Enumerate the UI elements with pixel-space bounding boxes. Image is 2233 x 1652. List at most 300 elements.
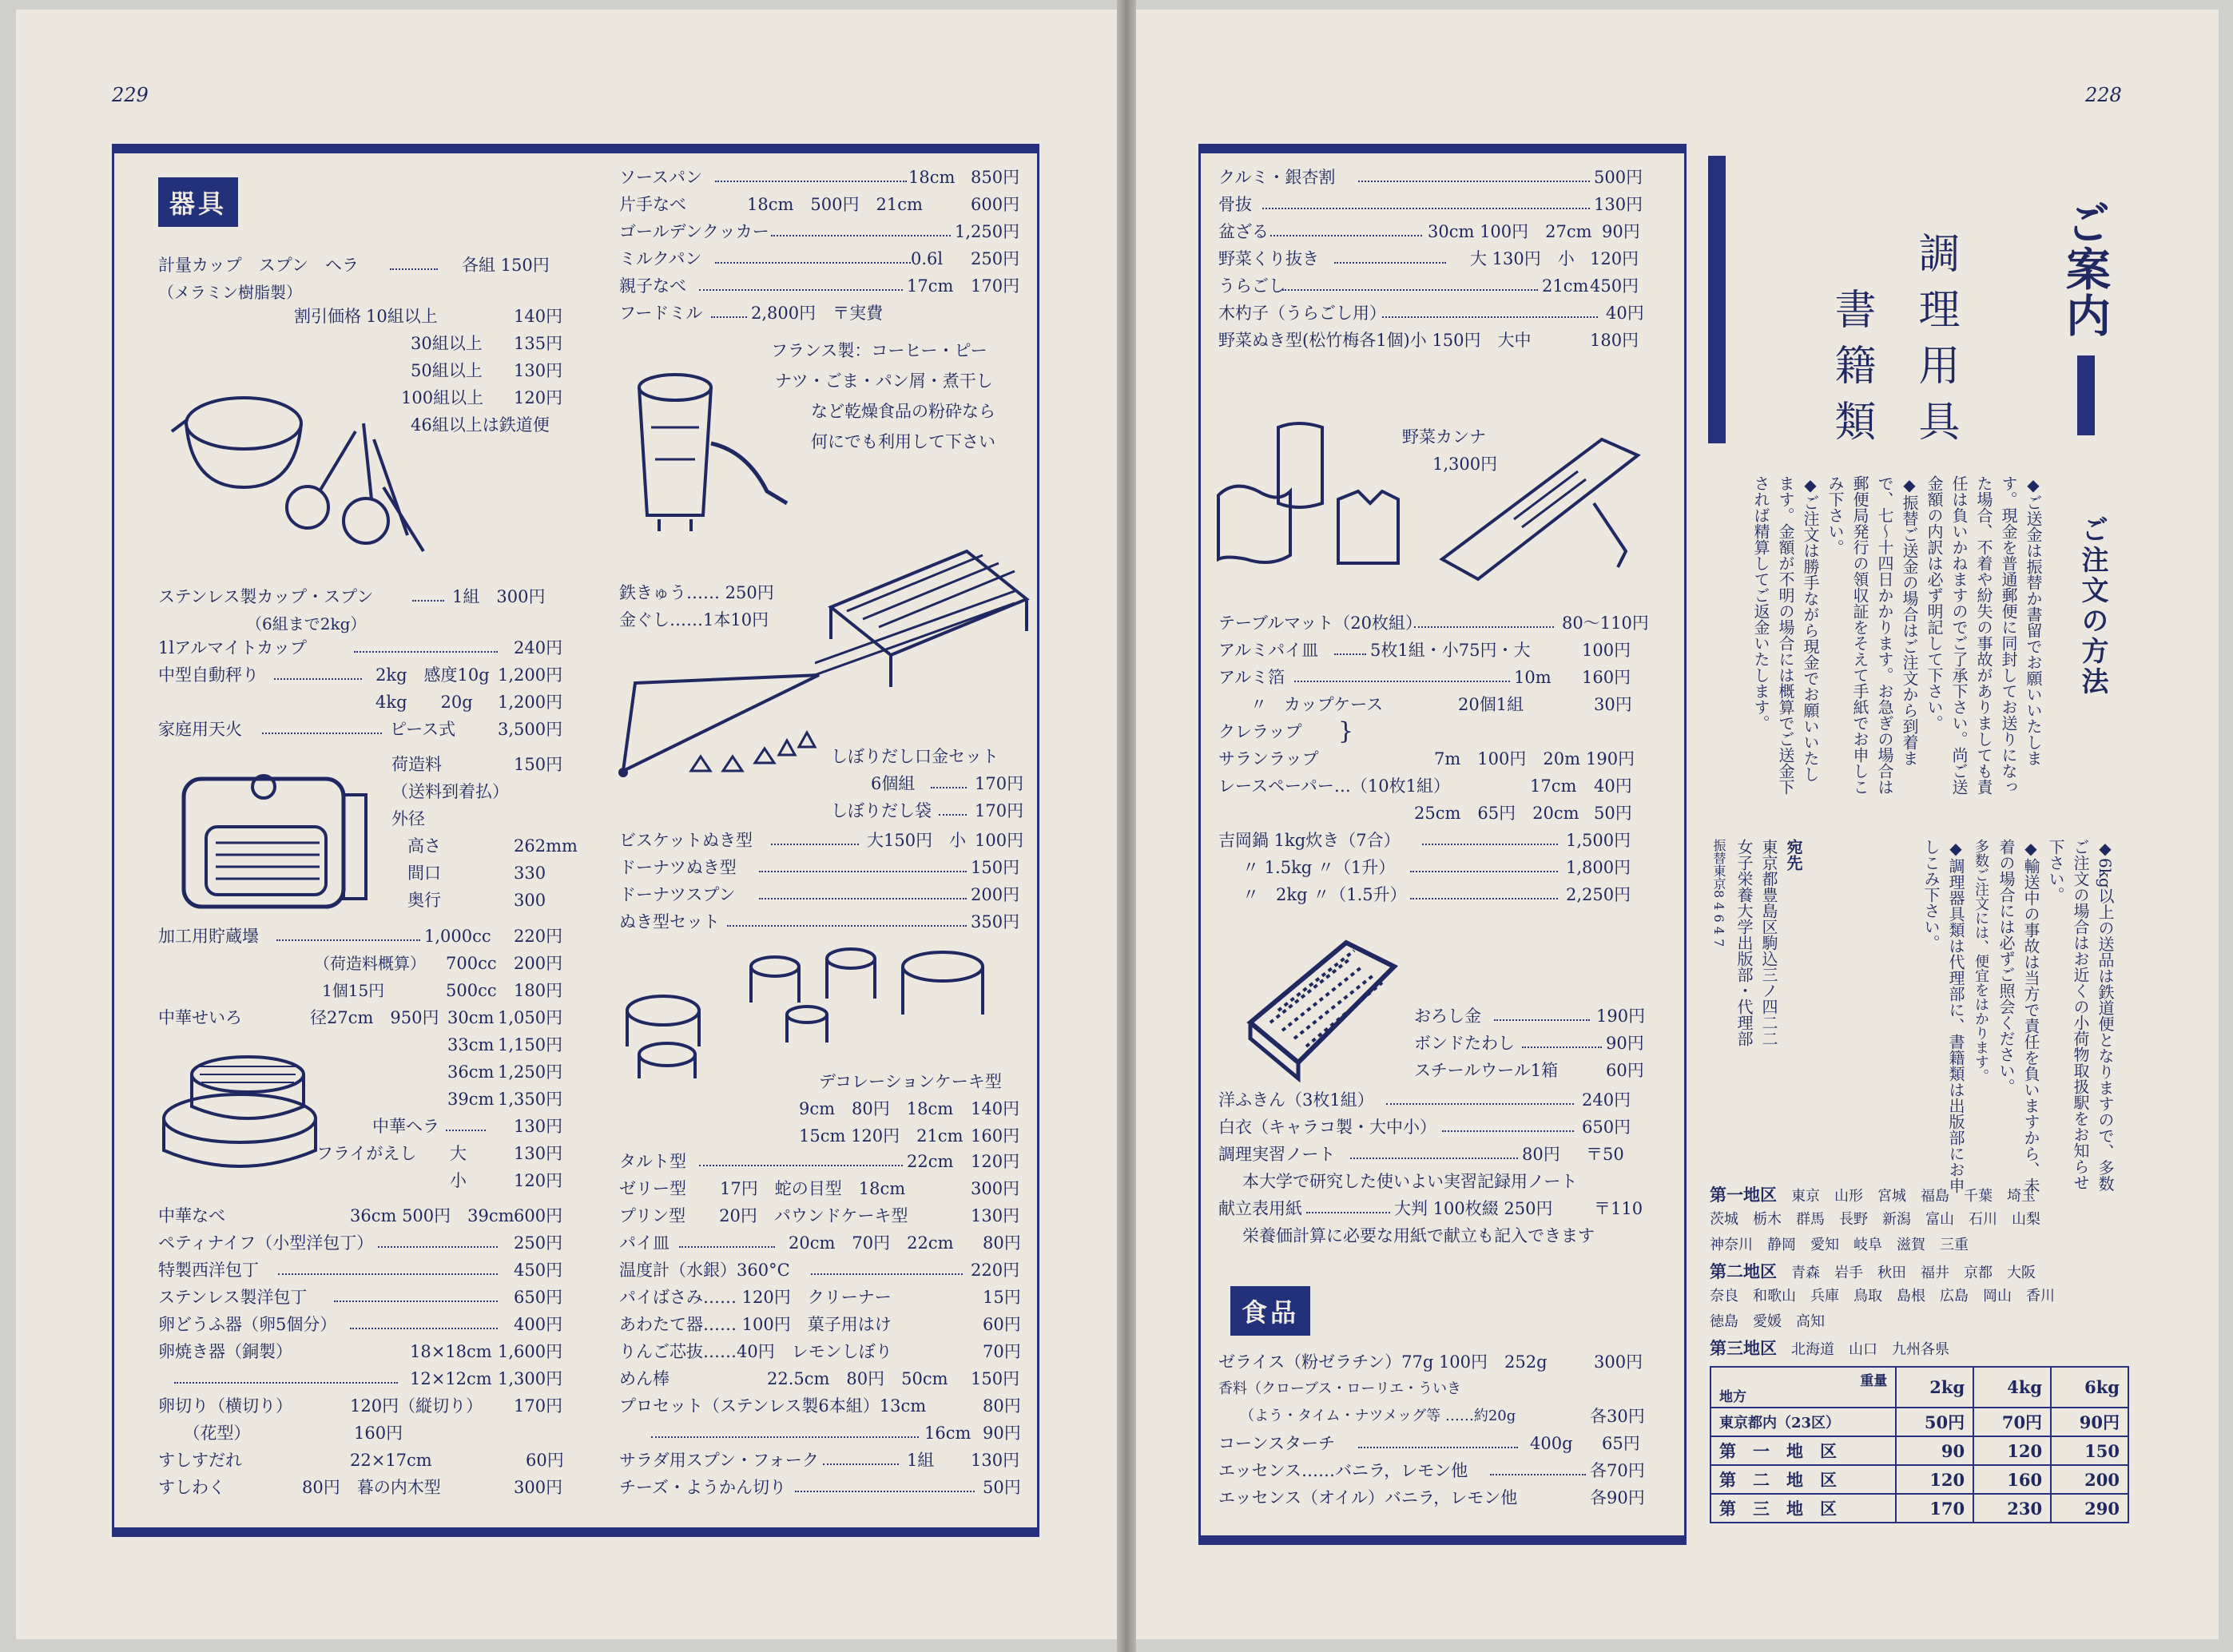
item-spec: 39cm bbox=[447, 1090, 495, 1109]
item-price: 1,300円 bbox=[498, 1369, 563, 1388]
item-price: 100円 bbox=[975, 831, 1024, 850]
oven-illustration bbox=[176, 755, 375, 915]
table-row bbox=[1711, 1494, 2128, 1523]
item-price: 500円 bbox=[1594, 168, 1643, 187]
item-price: 2,250円 bbox=[1566, 885, 1631, 904]
discount-qty: 50組以上 bbox=[411, 361, 483, 380]
cell: 120 bbox=[1896, 1465, 1973, 1494]
item-name: 6個組 bbox=[871, 774, 916, 793]
item-name: 白衣（キャラコ製・大中小） bbox=[1218, 1118, 1436, 1137]
item-price: 180円 bbox=[1590, 331, 1639, 350]
cell: 170 bbox=[1896, 1494, 1973, 1523]
item-spec: 21cm bbox=[1542, 276, 1589, 296]
shipping-table bbox=[1710, 1366, 2129, 1523]
address-line-2: 女子栄養大学出版部・代理部 bbox=[1734, 839, 1754, 1046]
left-column-1d bbox=[158, 1202, 562, 1501]
item-name: コーンスターチ bbox=[1218, 1434, 1335, 1453]
item-name: 〃 カップケース bbox=[1250, 695, 1384, 714]
item-name: プロセット（ステンレス製6本組）13cm bbox=[619, 1396, 927, 1416]
item-name: アルミパイ皿 bbox=[1218, 641, 1319, 660]
item-price: 1,050円 bbox=[498, 1008, 563, 1027]
dim-value: 330 bbox=[514, 864, 546, 883]
item-spec: 5枚1組・小75円・大 bbox=[1370, 641, 1531, 660]
item-postage: 〒50 bbox=[1586, 1145, 1624, 1164]
item-spec: ピース式 bbox=[390, 720, 456, 739]
item-name: サラダ用スプン・フォーク bbox=[619, 1451, 819, 1470]
item-name: しぼりだし口金セット bbox=[831, 747, 999, 766]
item-price: 1,350円 bbox=[498, 1090, 563, 1109]
item-name: ゼライス（粉ゼラチン）77g 100円 252g bbox=[1218, 1352, 1548, 1372]
item-price: 200円 bbox=[514, 954, 563, 973]
item-name: すしわく bbox=[158, 1478, 225, 1497]
item-price: 120円 bbox=[514, 1171, 563, 1190]
header-area: 地方 bbox=[1719, 1389, 1746, 1405]
item-spec: 22.5cm 80円 50cm bbox=[767, 1369, 948, 1388]
item-price: 170円 bbox=[975, 801, 1024, 820]
order-para-5: ◆輸送中の事故は当方で責任を負いますから、未着の場合には必ずご照会ください。 bbox=[1997, 839, 2040, 1193]
cell: 120 bbox=[1973, 1436, 2051, 1465]
discount-qty: 30組以上 bbox=[411, 334, 483, 353]
item-spec: 120円（縦切り） bbox=[350, 1396, 483, 1416]
item-name: 鉄きゅう…… 250円 bbox=[619, 583, 774, 602]
item-price: 40円 bbox=[1606, 304, 1644, 323]
order-para-7: ◆調理器具類は代理部に、書籍類は出版部にお申しこみ下さい。 bbox=[1921, 839, 1965, 1193]
item-price: 300円 bbox=[971, 1179, 1020, 1198]
item-price: 160円 bbox=[1582, 668, 1631, 687]
region-1-prefs-a: 東京 山形 宮城 福島 千葉 埼玉 bbox=[1791, 1188, 2036, 1205]
deco-cake-mold bbox=[799, 1068, 1027, 1150]
cell: 230 bbox=[1973, 1494, 2051, 1523]
right-column-2 bbox=[1218, 610, 1650, 908]
food-items bbox=[1218, 1348, 1650, 1511]
item-spec: 80円 暮の内木型 bbox=[302, 1478, 441, 1497]
region-1-prefs-c: 神奈川 静岡 愛知 岐阜 滋賀 三重 bbox=[1710, 1237, 1969, 1253]
item-spec: 30cm bbox=[447, 1008, 495, 1027]
item-price: 170円 bbox=[514, 1396, 563, 1416]
row-area: 東京都内（23区） bbox=[1711, 1408, 1896, 1436]
item-name: ぬき型セット bbox=[619, 912, 720, 931]
item-name: 〃 1.5kg 〃（1升） bbox=[1242, 858, 1396, 877]
vegetable-cutter-illustration bbox=[1210, 415, 1642, 607]
item-name: 温度計（水銀）360°C bbox=[619, 1261, 790, 1280]
item-price: 1,150円 bbox=[498, 1035, 563, 1054]
region-1-label: 第一地区 bbox=[1710, 1185, 1777, 1205]
address-line-1: 東京都豊島区駒込三ノ四二二 bbox=[1759, 839, 1778, 1046]
item-price: 30円 bbox=[1594, 695, 1632, 714]
item-name: めん棒 bbox=[619, 1369, 670, 1388]
page-number-right: 228 bbox=[2085, 84, 2122, 106]
section-shokuhin-badge: 食品 bbox=[1230, 1286, 1310, 1336]
guide-title-bar bbox=[2077, 355, 2095, 435]
discount-price: 140円 bbox=[514, 307, 563, 326]
item-spec: 18cm 500円 21cm bbox=[747, 195, 923, 214]
item-spec: 大150円 小 bbox=[867, 831, 967, 850]
item-price: 1,200円 bbox=[498, 665, 563, 685]
item-name: ゼリー型 17円 蛇の目型 18cm bbox=[619, 1179, 906, 1198]
region-2-prefs-b: 奈良 和歌山 兵庫 鳥取 島根 広島 岡山 香川 bbox=[1710, 1288, 2055, 1305]
item-price: 160円 bbox=[354, 1424, 403, 1443]
item-name: ドーナツスプン bbox=[619, 885, 736, 904]
discount-price: 130円 bbox=[514, 361, 563, 380]
region-2b bbox=[1710, 1285, 2055, 1305]
item-price: 220円 bbox=[971, 1261, 1020, 1280]
item-name: ビスケットぬき型 bbox=[619, 831, 753, 850]
item-price: 60円 bbox=[983, 1315, 1021, 1334]
item-price: 80円 bbox=[983, 1233, 1021, 1253]
cell: 150 bbox=[2051, 1436, 2128, 1465]
item-spec: 500cc bbox=[446, 981, 497, 1000]
cake-molds-illustration bbox=[619, 943, 1019, 1086]
item-price: 1,200円 bbox=[498, 693, 563, 712]
item-name: エッセンス（オイル）バニラ，レモン他 bbox=[1218, 1488, 1518, 1507]
item-name: 卵焼き器（銅製） bbox=[158, 1342, 292, 1361]
item-price: 150円 bbox=[971, 858, 1020, 877]
item-note: （荷造料概算） bbox=[314, 954, 426, 973]
item-name: スチールウール1箱 bbox=[1414, 1061, 1559, 1080]
item-price: 450円 bbox=[514, 1261, 563, 1280]
item-name: 家庭用天火 bbox=[158, 720, 242, 739]
item-price: 190円 bbox=[1596, 1007, 1646, 1026]
item-spec: 30cm 100円 27cm bbox=[1428, 222, 1592, 241]
item-name: エッセンス……バニラ，レモン他 bbox=[1218, 1461, 1468, 1480]
item-price: 65円 bbox=[1602, 1434, 1640, 1453]
item-name: 1lアルマイトカップ bbox=[158, 638, 307, 657]
item-spec: 36cm 500円 39cm bbox=[350, 1206, 515, 1225]
row-area: 第 三 地 区 bbox=[1711, 1494, 1896, 1523]
item-price: 170円 bbox=[971, 276, 1020, 296]
item-name: 盆ざる bbox=[1218, 222, 1269, 241]
item-spec: 10m bbox=[1514, 668, 1552, 687]
discount-qty: 100組以上 bbox=[401, 388, 484, 407]
item-name: 卵切り（横切り） bbox=[158, 1396, 292, 1416]
region-1c bbox=[1710, 1233, 1969, 1254]
grater-items bbox=[1414, 1003, 1646, 1084]
item-name: 片手なべ bbox=[619, 195, 686, 214]
item-price: 1,500円 bbox=[1566, 831, 1631, 850]
region-1-prefs-b: 茨城 栃木 群馬 長野 新潟 富山 石川 山梨 bbox=[1710, 1211, 2040, 1228]
item-price: 450円 bbox=[1590, 276, 1639, 296]
item-name: ソースパン bbox=[619, 168, 702, 187]
item-spec: 16cm bbox=[924, 1424, 971, 1443]
measuring-cups-illustration bbox=[168, 375, 455, 559]
item-price: 各90円 bbox=[1590, 1488, 1645, 1507]
item-name: 吉岡鍋 1kg炊き（7合） bbox=[1218, 831, 1401, 850]
table-row bbox=[1711, 1408, 2128, 1436]
dim-key: 間口 bbox=[407, 864, 441, 883]
item-spec: 1,000cc bbox=[424, 927, 491, 946]
item-price: 1組 300円 bbox=[452, 587, 546, 606]
address-block bbox=[1711, 839, 1806, 1150]
item-name: サランラップ bbox=[1218, 749, 1319, 768]
ship-price: 150円 bbox=[514, 755, 563, 774]
note-line: ナツ・ごま・パン屑・煮干し bbox=[775, 371, 993, 391]
discount-note: 46組以上は鉄道便 bbox=[411, 415, 550, 435]
item-spec: 径27cm 950円 bbox=[310, 1008, 439, 1027]
item-price: 90円 bbox=[1606, 1034, 1644, 1053]
order-method-title: ご注文の方法 bbox=[2076, 515, 2108, 697]
book-gutter bbox=[1117, 0, 1136, 1652]
left-column-2 bbox=[619, 164, 1027, 327]
grater-illustration bbox=[1234, 935, 1410, 1086]
item-name: ペティナイフ（小型洋包丁） bbox=[158, 1233, 374, 1253]
item-price: 300円 bbox=[1594, 1352, 1643, 1372]
item-price: 各組 150円 bbox=[462, 256, 550, 275]
item-spec: 20個1組 bbox=[1458, 695, 1524, 714]
item-price: 130円 bbox=[514, 1144, 563, 1163]
item-spec: 1組 bbox=[907, 1451, 935, 1470]
item-note: 本大学で研究した使いよい実習記録用ノート bbox=[1242, 1172, 1578, 1191]
item-spec: 小 bbox=[450, 1171, 467, 1190]
item-spec: 9cm 80円 18cm bbox=[799, 1099, 954, 1118]
item-price: 1,250円 bbox=[498, 1062, 563, 1082]
item-price: 250円 bbox=[514, 1233, 563, 1253]
item-price: 40円 bbox=[1594, 776, 1632, 796]
region-2-prefs-c: 徳島 愛媛 高知 bbox=[1710, 1313, 1825, 1330]
grill-rack-illustration bbox=[815, 535, 1035, 695]
item-price: 50円 bbox=[1594, 804, 1632, 823]
region-2-prefs-a: 青森 岩手 秋田 福井 京都 大阪 bbox=[1791, 1265, 2036, 1281]
item-price: 50円 bbox=[983, 1478, 1021, 1497]
region-3 bbox=[1710, 1336, 1949, 1360]
item-price: 130円 bbox=[514, 1117, 563, 1136]
item-name: パイ皿 bbox=[619, 1233, 670, 1253]
order-para-2: ◆振替ご送金の場合はご注文から到着まで、七〜十四日かかります。お急ぎの場合は郵便局発行の領収証をそえて手紙でお申しこみ下さい。 bbox=[1826, 475, 1919, 795]
item-name: すしすだれ bbox=[158, 1451, 242, 1470]
item-spec: 33cm bbox=[447, 1035, 495, 1054]
cell: 70円 bbox=[1973, 1408, 2051, 1436]
item-price: 190円 bbox=[1586, 749, 1635, 768]
item-spec: 18cm bbox=[908, 168, 956, 187]
item-spec: 36cm bbox=[447, 1062, 495, 1082]
item-name: 金ぐし……1本10円 bbox=[619, 610, 769, 629]
row-area: 第 二 地 区 bbox=[1711, 1465, 1896, 1494]
item-price: 1,800円 bbox=[1566, 858, 1631, 877]
item-name: 野菜カンナ bbox=[1402, 427, 1486, 447]
item-spec: 2kg 感度10g bbox=[375, 665, 490, 685]
dim-key: 奥行 bbox=[407, 891, 441, 910]
item-name: 香料（クローブス・ローリエ・ういき bbox=[1218, 1380, 1462, 1397]
food-mill-illustration bbox=[627, 363, 803, 539]
ship-label: 荷造料 bbox=[391, 755, 442, 774]
item-price: 180円 bbox=[514, 981, 563, 1000]
cell: 50円 bbox=[1896, 1408, 1973, 1436]
item-name: 中華せいろ bbox=[158, 1008, 242, 1027]
steamer-illustration bbox=[152, 1031, 352, 1174]
item-name: （よう・タイム・ナツメッグ等 ……約20g bbox=[1218, 1408, 1516, 1424]
item-name: アルミ箔 bbox=[1218, 668, 1285, 687]
dim-value: 262mm bbox=[514, 836, 578, 856]
item-name: ミルクパン bbox=[619, 249, 702, 268]
item-price: 120円 bbox=[971, 1152, 1020, 1171]
item-postage: 〒110 bbox=[1594, 1199, 1643, 1218]
discount-label: 割引価格 bbox=[294, 307, 361, 326]
item-price: 各30円 bbox=[1590, 1407, 1645, 1426]
piping-bag-illustration bbox=[615, 667, 823, 787]
item-spec: 4kg 20g bbox=[375, 693, 473, 712]
item-name: うらごし bbox=[1218, 276, 1285, 296]
left-column-2b bbox=[619, 827, 1027, 935]
item-name: フードミル bbox=[619, 304, 703, 323]
ship-note: （送料到着払） bbox=[391, 782, 509, 801]
item-price: 3,500円 bbox=[498, 720, 563, 739]
item-price: 850円 bbox=[971, 168, 1020, 187]
item-spec: 400g bbox=[1530, 1434, 1573, 1453]
item-price: 300円 bbox=[514, 1478, 563, 1497]
furikae-number: 振替東京8 4 6 4 7 bbox=[1711, 839, 1726, 947]
item-name: タルト型 bbox=[619, 1152, 686, 1171]
item-name: レースペーパー…（10枚1組） bbox=[1218, 776, 1450, 796]
item-name: ステンレス製カップ・スプン bbox=[158, 587, 374, 606]
item-spec: 7m 100円 20m bbox=[1434, 749, 1580, 768]
page-number-left: 229 bbox=[112, 84, 149, 106]
item-price: 220円 bbox=[514, 927, 563, 946]
order-paragraphs-lower bbox=[1806, 839, 2117, 1198]
item-name: 調理実習ノート bbox=[1218, 1145, 1336, 1164]
header-weight: 重量 bbox=[1860, 1373, 1888, 1389]
item-price: 60円 bbox=[526, 1451, 564, 1470]
header-4kg: 4kg bbox=[1973, 1367, 2051, 1408]
item-price: 650円 bbox=[514, 1288, 563, 1307]
row-area: 第 一 地 区 bbox=[1711, 1436, 1896, 1465]
item-name: 木杓子（うらごし用） bbox=[1218, 304, 1386, 323]
item-name: しぼりだし袋 bbox=[831, 801, 932, 820]
region-2c bbox=[1710, 1310, 1825, 1331]
item-price: 130円 bbox=[971, 1451, 1020, 1470]
item-price: 350円 bbox=[971, 912, 1020, 931]
region-2-label: 第二地区 bbox=[1710, 1261, 1777, 1281]
order-para-1: ◆ご送金は振替か書留でお願いいたします。現金を普通郵便に同封してお送りになった場合、不着や紛失の事故がありましても責任は負いかねますのでご了承下さい。尚ご送金額の内訳は必ず明記して下さい。 bbox=[1925, 475, 2043, 795]
item-name: 特製西洋包丁 bbox=[158, 1261, 259, 1280]
item-name: フライがえし bbox=[316, 1144, 417, 1163]
item-name: あわたて器…… 100円 菓子用はけ bbox=[619, 1315, 892, 1334]
item-name: 中華なべ bbox=[158, 1206, 225, 1225]
order-paragraphs-upper bbox=[1710, 475, 2045, 795]
item-note: 栄養価計算に必要な用紙で献立も記入できます bbox=[1242, 1226, 1595, 1245]
section-kigu-badge: 器具 bbox=[158, 177, 238, 227]
item-price: 400円 bbox=[514, 1315, 563, 1334]
dims-title: 外径 bbox=[391, 809, 425, 828]
left-column-2c bbox=[619, 1148, 1027, 1501]
item-price: 240円 bbox=[514, 638, 563, 657]
region-2 bbox=[1710, 1259, 2036, 1283]
item-price: 80〜110円 bbox=[1562, 614, 1649, 633]
note-line: 何にでも利用して下さい bbox=[811, 432, 995, 451]
item-name: 洋ふきん（3枚1組） bbox=[1218, 1090, 1374, 1110]
item-name: 〃 2kg 〃（1.5升） bbox=[1242, 885, 1407, 904]
item-spec: 22×17cm bbox=[350, 1451, 432, 1470]
item-spec: 18×18cm bbox=[410, 1342, 492, 1361]
shipping-table-corner bbox=[1711, 1367, 1896, 1408]
piping-set bbox=[831, 743, 1031, 824]
header-6kg: 6kg bbox=[2051, 1367, 2128, 1408]
discount-price: 135円 bbox=[514, 334, 563, 353]
item-spec: 17cm bbox=[1530, 776, 1577, 796]
table-row bbox=[1711, 1465, 2128, 1494]
foodmill-description bbox=[771, 337, 1035, 459]
cell: 90円 bbox=[2051, 1408, 2128, 1436]
item-price: 600円 bbox=[514, 1206, 563, 1225]
item-spec: 20cm 70円 22cm bbox=[789, 1233, 954, 1253]
item-name: デコレーションケーキ型 bbox=[819, 1072, 1002, 1091]
item-price: 160円 bbox=[971, 1126, 1020, 1146]
item-price: 130円 bbox=[1594, 195, 1643, 214]
item-price: 1,300円 bbox=[1432, 455, 1498, 474]
discount-price: 120円 bbox=[514, 388, 563, 407]
item-price: 60円 bbox=[1606, 1061, 1644, 1080]
guide-side-bar bbox=[1708, 156, 1726, 443]
item-price: 80円 bbox=[1522, 1145, 1560, 1164]
item-name: 献立表用紙 bbox=[1218, 1199, 1302, 1218]
item-name: 野菜くり抜き bbox=[1218, 249, 1319, 268]
item-spec: 25cm 65円 20cm bbox=[1414, 804, 1579, 823]
order-para-3a: ◆ご注文は勝手ながら現金でお願いいたします。金額が不明の場合には概算でご送金下されば精算してご返金いたします。 bbox=[1751, 475, 1820, 795]
item-name: ゴールデンクッカー bbox=[619, 222, 769, 241]
item-name: ボンドたわし bbox=[1414, 1034, 1515, 1053]
right-column-3 bbox=[1218, 1086, 1650, 1249]
item-name: チーズ・ようかん切り bbox=[619, 1478, 786, 1497]
item-spec: 大判 100枚綴 250円 bbox=[1394, 1199, 1553, 1218]
item-note: 1個15円 bbox=[322, 981, 385, 1000]
item-note: （メラミン樹脂製） bbox=[158, 283, 302, 302]
item-price: 200円 bbox=[971, 885, 1020, 904]
item-price: 650円 bbox=[1582, 1118, 1631, 1137]
item-price: 90円 bbox=[983, 1424, 1021, 1443]
dim-key: 高さ bbox=[407, 836, 441, 856]
guide-subtitle-books: 書籍類 bbox=[1827, 288, 1875, 455]
item-spec: 22cm bbox=[907, 1152, 954, 1171]
item-note: （6組まで2kg） bbox=[246, 614, 367, 633]
item-price: 80円 bbox=[983, 1396, 1021, 1416]
table-row bbox=[1711, 1436, 2128, 1465]
order-para-6: 多数ご注文には、便宜をはかります。 bbox=[1973, 839, 1989, 1083]
item-price: 90円 bbox=[1602, 222, 1640, 241]
item-name: パイばさみ…… 120円 クリーナー bbox=[619, 1288, 892, 1307]
item-spec: 大 130円 小 bbox=[1470, 249, 1575, 268]
item-spec: 大 bbox=[450, 1144, 467, 1163]
item-price: 150円 bbox=[971, 1369, 1020, 1388]
item-name: （花型） bbox=[158, 1424, 251, 1443]
item-name: 卵どうふ器（卵5個分） bbox=[158, 1315, 337, 1334]
item-spec: 15cm 120円 21cm bbox=[799, 1126, 964, 1146]
item-name: りんご芯抜……40円 レモンしぼり bbox=[619, 1342, 892, 1361]
item-spec: 700cc bbox=[446, 954, 497, 973]
region-1b bbox=[1710, 1208, 2040, 1229]
item-price: 120円 bbox=[1590, 249, 1639, 268]
item-name: クルミ・銀杏割 bbox=[1218, 168, 1336, 187]
item-price: 100円 bbox=[1582, 641, 1631, 660]
item-name: ステンレス製洋包丁 bbox=[158, 1288, 308, 1307]
item-price: 1,600円 bbox=[498, 1342, 563, 1361]
item-name: テーブルマット（20枚組） bbox=[1218, 614, 1422, 633]
item-price: 130円 bbox=[971, 1206, 1020, 1225]
item-name: おろし金 bbox=[1414, 1007, 1481, 1026]
item-price: 140円 bbox=[971, 1099, 1020, 1118]
item-name: ドーナツぬき型 bbox=[619, 858, 737, 877]
item-price: 70円 bbox=[983, 1342, 1021, 1361]
item-name: 加工用貯蔵壜 bbox=[158, 927, 259, 946]
skewer-items bbox=[619, 579, 819, 633]
note-line: フランス製：コーヒー・ピー bbox=[771, 341, 987, 360]
guide-title: ご案内 bbox=[2059, 200, 2112, 339]
note-line: など乾燥食品の粉砕なら bbox=[811, 402, 995, 421]
cell: 160 bbox=[1973, 1465, 2051, 1494]
item-name: 中型自動秤り bbox=[158, 665, 259, 685]
region-3-label: 第三地区 bbox=[1710, 1338, 1777, 1358]
cell: 90 bbox=[1896, 1436, 1973, 1465]
item-name: 野菜ぬき型(松竹梅各1個)小 150円 大中 bbox=[1218, 331, 1532, 350]
item-name: プリン型 20円 パウンドケーキ型 bbox=[619, 1206, 908, 1225]
item-name: クレラップ bbox=[1218, 722, 1302, 741]
